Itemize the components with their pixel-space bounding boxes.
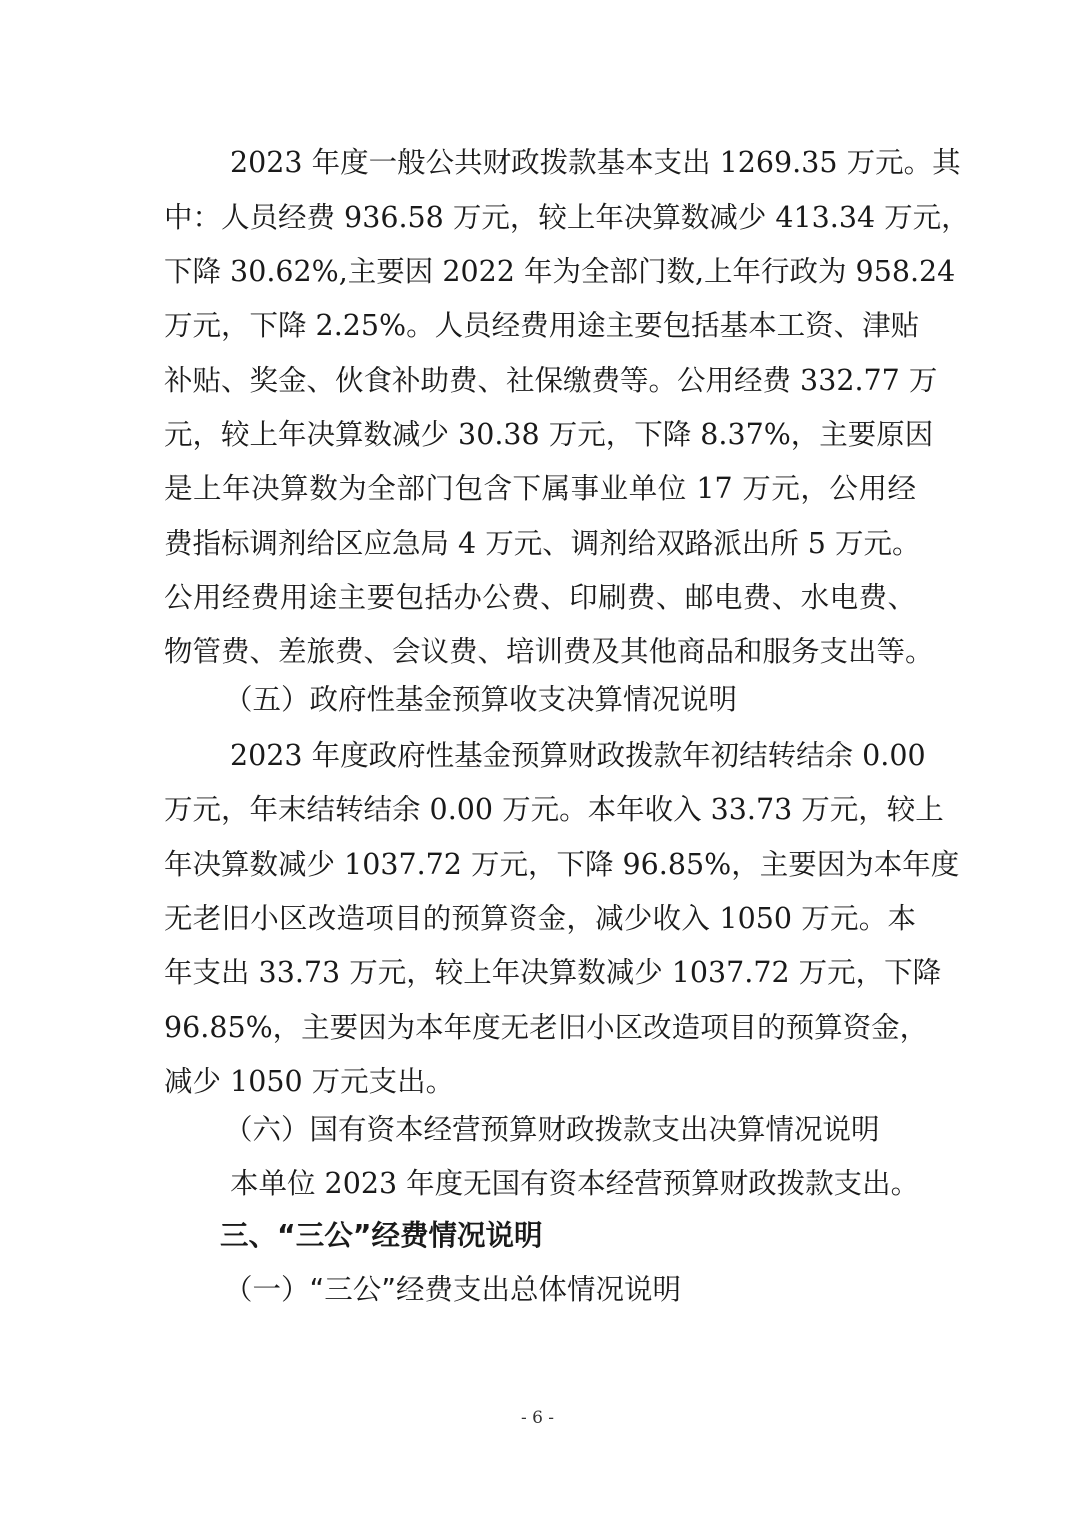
paragraph-line: 万元，年末结转结余 0.00 万元。本年收入 33.73 万元，较上 (164, 793, 944, 826)
paragraph-line: 公用经费用途主要包括办公费、印刷费、邮电费、水电费、 (164, 581, 916, 614)
paragraph-line: 下降 30.62%,主要因 2022 年为全部门数,上年行政为 958.24 (164, 255, 956, 288)
paragraph-line: 无老旧小区改造项目的预算资金，减少收入 1050 万元。本 (164, 902, 916, 935)
paragraph-line: 是上年决算数为全部门包含下属事业单位 17 万元，公用经 (164, 472, 916, 505)
paragraph-line: 本单位 2023 年度无国有资本经营预算财政拨款支出。 (230, 1167, 920, 1200)
page-number: - 6 - (520, 1408, 555, 1428)
subsection-heading-one: （一）“三公”经费支出总体情况说明 (224, 1273, 682, 1306)
section-heading-six: （六）国有资本经营预算财政拨款支出决算情况说明 (224, 1113, 880, 1146)
paragraph-line: 物管费、差旅费、会议费、培训费及其他商品和服务支出等。 (164, 635, 934, 668)
paragraph-line: 元，较上年决算数减少 30.38 万元，下降 8.37%，主要原因 (164, 418, 934, 451)
paragraph-line: 2023 年度一般公共财政拨款基本支出 1269.35 万元。其 (230, 146, 961, 179)
paragraph-line: 减少 1050 万元支出。 (164, 1065, 455, 1098)
paragraph-line: 2023 年度政府性基金预算财政拨款年初结转结余 0.00 (230, 739, 926, 772)
paragraph-line: 万元，下降 2.25%。人员经费用途主要包括基本工资、津贴 (164, 309, 920, 342)
paragraph-line: 年决算数减少 1037.72 万元，下降 96.85%，主要因为本年度 (164, 848, 960, 881)
section-heading-five: （五）政府性基金预算收支决算情况说明 (224, 683, 738, 716)
paragraph-line: 96.85%，主要因为本年度无老旧小区改造项目的预算资金， (164, 1011, 929, 1044)
paragraph-line: 补贴、奖金、伙食补助费、社保缴费等。公用经费 332.77 万 (164, 364, 938, 397)
section-heading-three-public: 三、“三公”经费情况说明 (220, 1219, 543, 1252)
paragraph-line: 费指标调剂给区应急局 4 万元、调剂给双路派出所 5 万元。 (164, 527, 921, 560)
paragraph-line: 年支出 33.73 万元，较上年决算数减少 1037.72 万元，下降 (164, 956, 942, 989)
paragraph-line: 中：人员经费 936.58 万元，较上年决算数减少 413.34 万元， (164, 201, 970, 234)
